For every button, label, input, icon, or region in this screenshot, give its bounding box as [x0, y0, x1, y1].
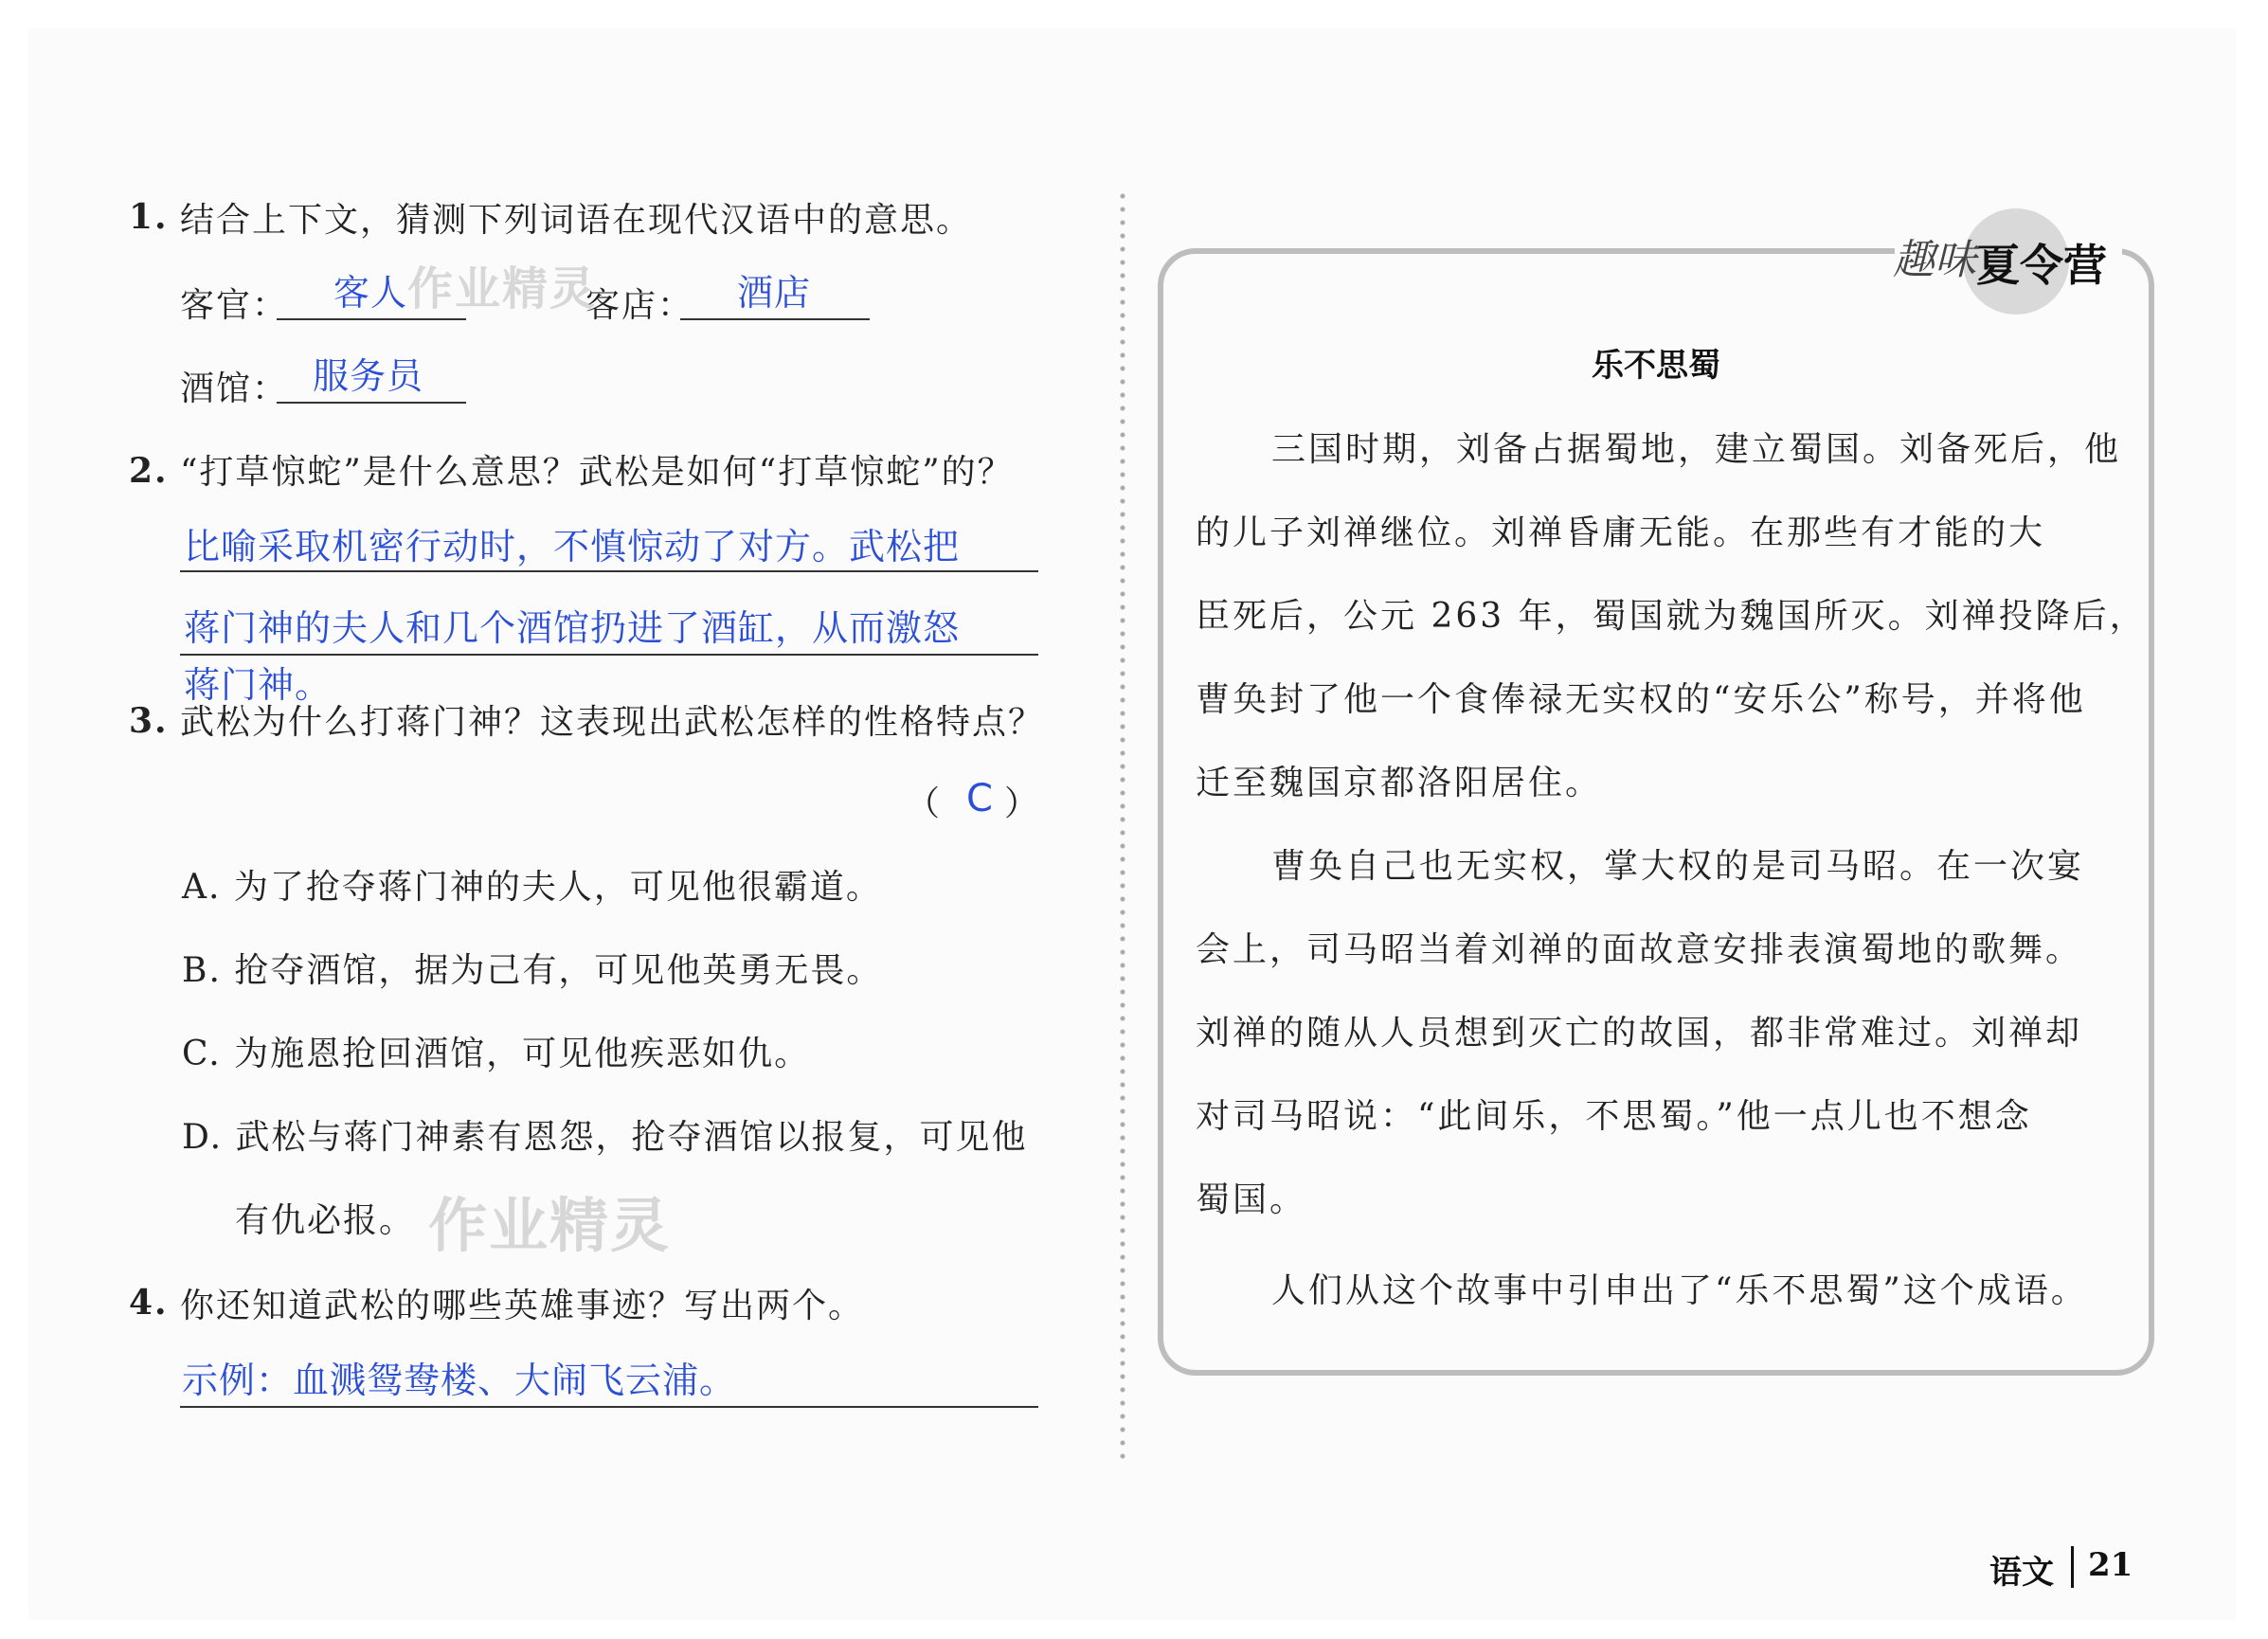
story-line: 三国时期，刘备占据蜀地，建立蜀国。刘备死后，他	[1271, 430, 2122, 469]
story-line: 曹奂封了他一个食俸禄无实权的“安乐公”称号，并将他	[1196, 680, 2086, 719]
story-line: 会上，司马昭当着刘禅的面故意安排表演蜀地的歌舞。	[1196, 930, 2083, 969]
footer-separator	[2071, 1546, 2074, 1588]
q2-answer-line2: 蒋门神的夫人和几个酒馆扔进了酒缸，从而激怒	[184, 607, 961, 649]
q1-answer-keguan: 客人	[333, 272, 408, 314]
q1-number: 1.	[129, 197, 169, 237]
q1-underline-kedian	[680, 318, 870, 320]
q3-option-b: B. 抢夺酒馆，据为己有，可见他英勇无畏。	[182, 951, 883, 990]
page-divider	[1118, 189, 1127, 1459]
watermark-large: 作业精灵	[428, 1191, 672, 1260]
q3-option-c: C. 为施恩抢回酒馆，可见他疾恶如仇。	[182, 1035, 811, 1073]
q4-text: 你还知道武松的哪些英雄事迹？写出两个。	[180, 1287, 865, 1325]
page-number: 21	[2088, 1546, 2133, 1584]
story-line: 刘禅的随从人员想到灭亡的故国，都非常难过。刘禅却	[1196, 1014, 2083, 1053]
story-line: 的儿子刘禅继位。刘禅昏庸无能。在那些有才能的大	[1196, 513, 2046, 552]
story-line: 对司马昭说：“此间乐，不思蜀。”他一点儿也不想念	[1196, 1097, 2032, 1136]
q1-label-keguan: 客官：	[180, 286, 289, 325]
story-line: 人们从这个故事中引申出了“乐不思蜀”这个成语。	[1271, 1271, 2088, 1310]
banner-title: 夏令营	[1976, 240, 2107, 291]
banner-quwei: 趣味	[1893, 236, 1976, 284]
footer-subject: 语文	[1989, 1554, 2054, 1592]
q2-text: “打草惊蛇”是什么意思？武松是如何“打草惊蛇”的？	[180, 453, 1014, 492]
q3-answer: C	[966, 777, 994, 820]
q3-option-d-line2: 有仇必报。	[235, 1201, 416, 1240]
q4-underline	[180, 1406, 1038, 1408]
q3-option-a: A. 为了抢夺蒋门神的夫人，可见他很霸道。	[182, 868, 882, 907]
q1-answer-kedian: 酒店	[737, 272, 812, 314]
q1-answer-jiuguan: 服务员	[313, 355, 424, 397]
q4-answer: 示例：血溅鸳鸯楼、大闹飞云浦。	[182, 1360, 737, 1401]
story-line: 曹奂自己也无实权，掌大权的是司马昭。在一次宴	[1271, 847, 2085, 886]
q3-paren-close: ）	[1004, 784, 1041, 823]
q2-answer-line1: 比喻采取机密行动时，不慎惊动了对方。武松把	[184, 526, 961, 567]
q3-paren-open: （	[906, 784, 943, 823]
q3-option-d-line1: D. 武松与蒋门神素有恩怨，抢夺酒馆以报复，可见他	[182, 1118, 1028, 1157]
q2-number: 2.	[129, 451, 169, 491]
story-line: 蜀国。	[1196, 1180, 1307, 1219]
q3-text: 武松为什么打蒋门神？这表现出武松怎样的性格特点？	[180, 703, 1045, 742]
story-title: 乐不思蜀	[1592, 347, 1720, 385]
q2-answer-line3: 蒋门神。	[184, 664, 333, 706]
story-box	[1158, 248, 2154, 1376]
story-line: 迁至魏国京都洛阳居住。	[1196, 764, 1603, 802]
q2-underline-1	[180, 570, 1038, 572]
q3-number: 3.	[129, 701, 169, 741]
q1-text: 结合上下文，猜测下列词语在现代汉语中的意思。	[180, 201, 973, 240]
watermark-small: 作业精灵	[407, 262, 598, 315]
q1-underline-jiuguan	[277, 402, 466, 404]
q1-label-kedian: 客店：	[585, 286, 694, 325]
q4-number: 4.	[129, 1283, 169, 1323]
q1-label-jiuguan: 酒馆：	[180, 369, 289, 408]
q1-underline-keguan	[277, 318, 466, 320]
story-line: 臣死后，公元 263 年，蜀国就为魏国所灭。刘禅投降后，	[1196, 597, 2147, 636]
